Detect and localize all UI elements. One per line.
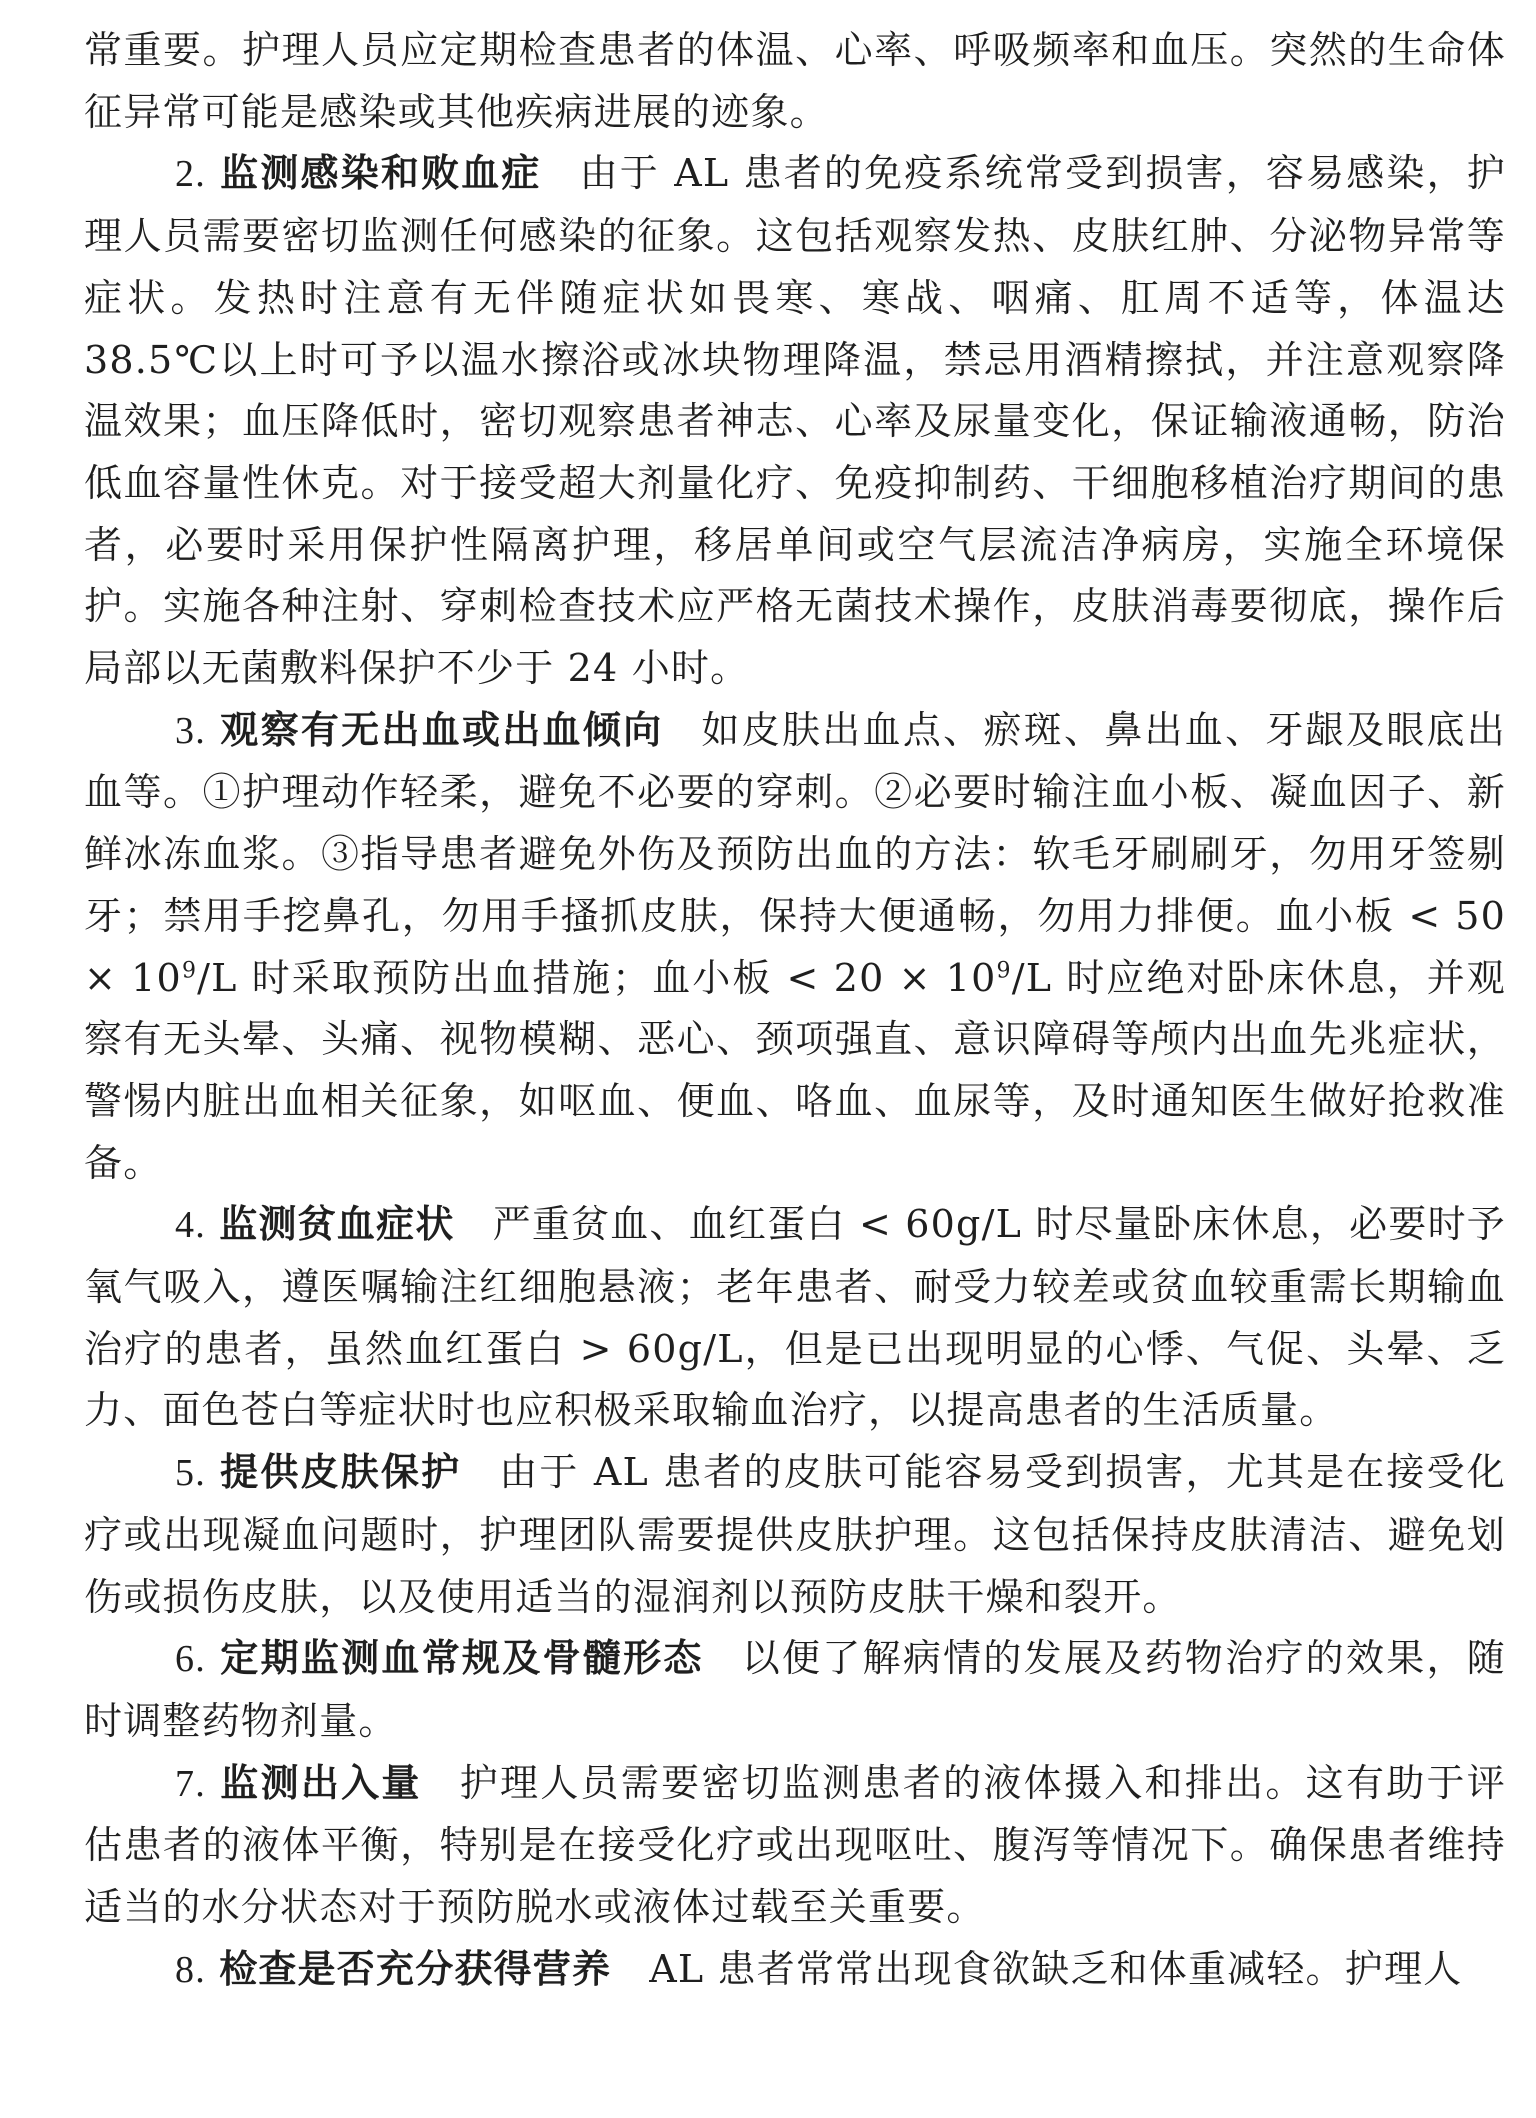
section-6-number: 6. [175,1638,206,1681]
section-7-paragraph [84,1753,1506,1939]
continuation-paragraph: 常重要。护理人员应定期检查患者的体温、心率、呼吸频率和血压。突然的生命体征异常可能是感染或其他疾病进展的迹象。 [84,28,1506,134]
section-8-paragraph [84,1939,1506,2002]
section-5-body: 由于 AL 患者的皮肤可能容易受到损害，尤其是在接受化疗或出现凝血问题时，护理团队需要提供皮肤护理。这包括保持皮肤清洁、避免划伤或损伤皮肤，以及使用适当的湿润剂以预防皮肤干燥和裂开。 [84,1450,1506,1619]
section-2-number: 2. [175,153,206,196]
section-7-heading: 监测出入量 [220,1760,422,1805]
section-2-paragraph [84,143,1506,699]
section-3-body-part-a: 如皮肤出血点、瘀斑、鼻出血、牙龈及眼底出血等。①护理动作轻柔，避免不必要的穿刺。②必要时输注血小板、凝血因子、新鲜冰冻血浆。③指导患者避免外伤及预防出血的方法：软毛牙刷刷牙，勿用牙签剔牙；禁用手挖鼻孔，勿用手搔抓皮肤，保持大便通畅，勿用力排便。血小板 < 50 × 10 [84,707,1506,1000]
section-3-body-part-b: /L 时采取预防出血措施；血小板 < 20 × 10 [197,955,997,1000]
section-5-number: 5. [175,1452,206,1495]
section-8-number: 8. [175,1948,206,1991]
section-3-heading: 观察有无出血或出血倾向 [220,707,664,752]
section-5-heading: 提供皮肤保护 [220,1450,462,1495]
section-4-number: 4. [175,1204,206,1247]
section-7-body: 护理人员需要密切监测患者的液体摄入和排出。这有助于评估患者的液体平衡，特别是在接受化疗或出现呕吐、腹泻等情况下。确保患者维持适当的水分状态对于预防脱水或液体过载至关重要。 [84,1760,1506,1930]
section-4-heading: 监测贫血症状 [219,1202,455,1247]
section-6-heading: 定期监测血常规及骨髓形态 [220,1636,704,1681]
section-8-heading: 检查是否充分获得营养 [219,1946,612,1991]
section-3-exponent-a: 9 [181,957,198,983]
section-5-paragraph [84,1442,1506,1628]
section-4-paragraph [84,1194,1506,1442]
section-3-paragraph [84,700,1506,1195]
section-6-paragraph [84,1628,1506,1752]
section-2-body: 由于 AL 患者的免疫系统常受到损害，容易感染，护理人员需要密切监测任何感染的征象。这包括观察发热、皮肤红肿、分泌物异常等症状。发热时注意有无伴随症状如畏寒、寒战、咽痛、肛周不适等，体温达38.5℃以上时可予以温水擦浴或冰块物理降温，禁忌用酒精擦拭，并注意观察降温效果；血压降低时，密切观察患者神志、心率及尿量变化，保证输液通畅，防治低血容量性休克。对于接受超大剂量化疗、免疫抑制药、干细胞移植治疗期间的患者，必要时采用保护性隔离护理，移居单间或空气层流洁净病房，实施全环境保护。实施各种注射、穿刺检查技术应严格无菌技术操作，皮肤消毒要彻底，操作后局部以无菌敷料保护不少于 24 小时。 [84,151,1506,691]
section-3-body-part-c: /L 时应绝对卧床休息，并观察有无头晕、头痛、视物模糊、恶心、颈项强直、意识障碍等颅内出血先兆症状，警惕内脏出血相关征象，如呕血、便血、咯血、血尿等，及时通知医生做好抢救准备。 [84,955,1506,1185]
section-4-body: 严重贫血、血红蛋白 < 60g/L 时尽量卧床休息，必要时予氧气吸入，遵医嘱输注红细胞悬液；老年患者、耐受力较差或贫血较重需长期输血治疗的患者，虽然血红蛋白 > 60g/L，但是已出现明显的心悸、气促、头晕、乏力、面色苍白等症状时也应积极采取输血治疗，以提高患者的生活质量。 [84,1202,1507,1433]
section-3-exponent-b: 9 [996,957,1012,983]
section-7-number: 7. [175,1762,206,1805]
section-6-body: 以便了解病情的发展及药物治疗的效果，随时调整药物剂量。 [84,1636,1506,1743]
section-3-number: 3. [175,709,206,752]
section-2-heading: 监测感染和败血症 [220,151,542,196]
section-8-body: AL 患者常常出现食欲缺乏和体重减轻。护理人 [649,1946,1463,1991]
